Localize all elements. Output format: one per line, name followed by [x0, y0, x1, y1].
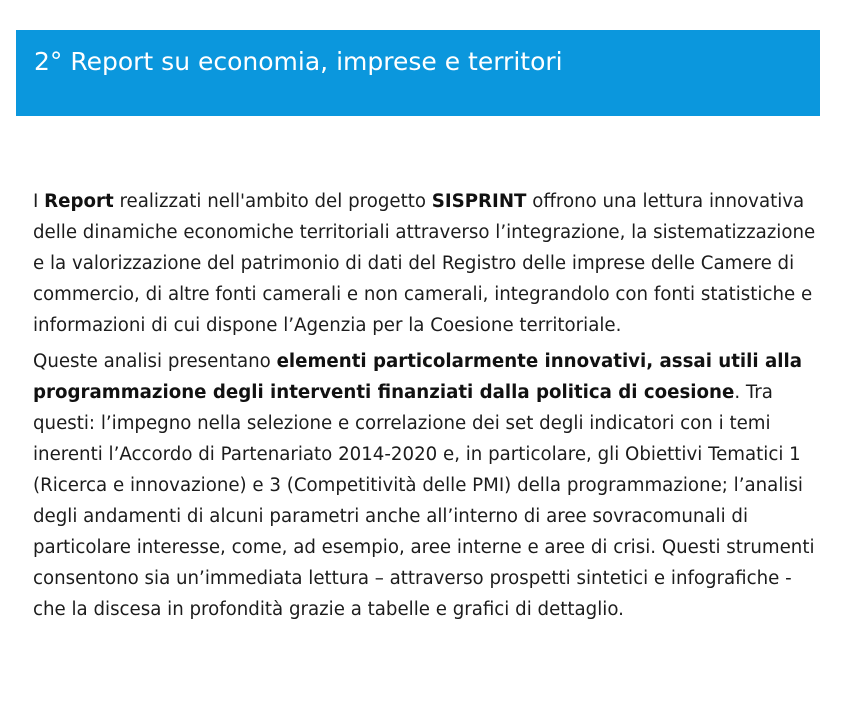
intro-text-1: I — [33, 191, 45, 212]
intro-text-3: offrono una lettura innovativa delle dinamiche economiche territoriali attraverso l’integrazione, la sistematizzazione e la valorizzazione del patrimonio di dati del Registro delle imprese delle Camere di commercio, di altre fonti camerali e non camerali, integrandolo con fonti statistiche e informazioni di cui dispone l’Agenzia per la Coesione territoriale. — [33, 191, 816, 336]
intro-bold-report: Report — [44, 191, 114, 212]
analysis-bold: elementi particolarmente innovativi, assai utili alla programmazione degli interventi finanziati dalla politica di coesione — [33, 351, 802, 403]
intro-text-2: realizzati nell'ambito del progetto — [113, 191, 432, 212]
intro-bold-sisprint: SISPRINT — [431, 191, 527, 212]
intro-paragraph — [33, 186, 823, 341]
analysis-text-1: Queste analisi presentano — [33, 351, 277, 372]
analysis-text-2: . Tra questi: l’impegno nella selezione e correlazione dei set degli indicatori con i temi inerenti l’Accordo di Partenariato 2014-2020 e, in particolare, gli Obiettivi Tematici 1 (Ricerca e innovazione) e 3 (Competitività delle PMI) della programmazione; l’analisi degli andamenti di alcuni parametri anche all’interno di aree sovracomunali di particolare interesse, come, ad esempio, aree interne e aree di crisi. Questi strumenti consentono sia un’immediata lettura – attraverso prospetti sintetici e infografiche - che la discesa in profondità grazie a tabelle e grafici di dettaglio. — [33, 382, 815, 620]
page-title: 2° Report su economia, imprese e territori — [34, 47, 563, 76]
title-banner — [16, 30, 820, 116]
article-body — [33, 186, 823, 625]
analysis-paragraph — [33, 346, 823, 625]
